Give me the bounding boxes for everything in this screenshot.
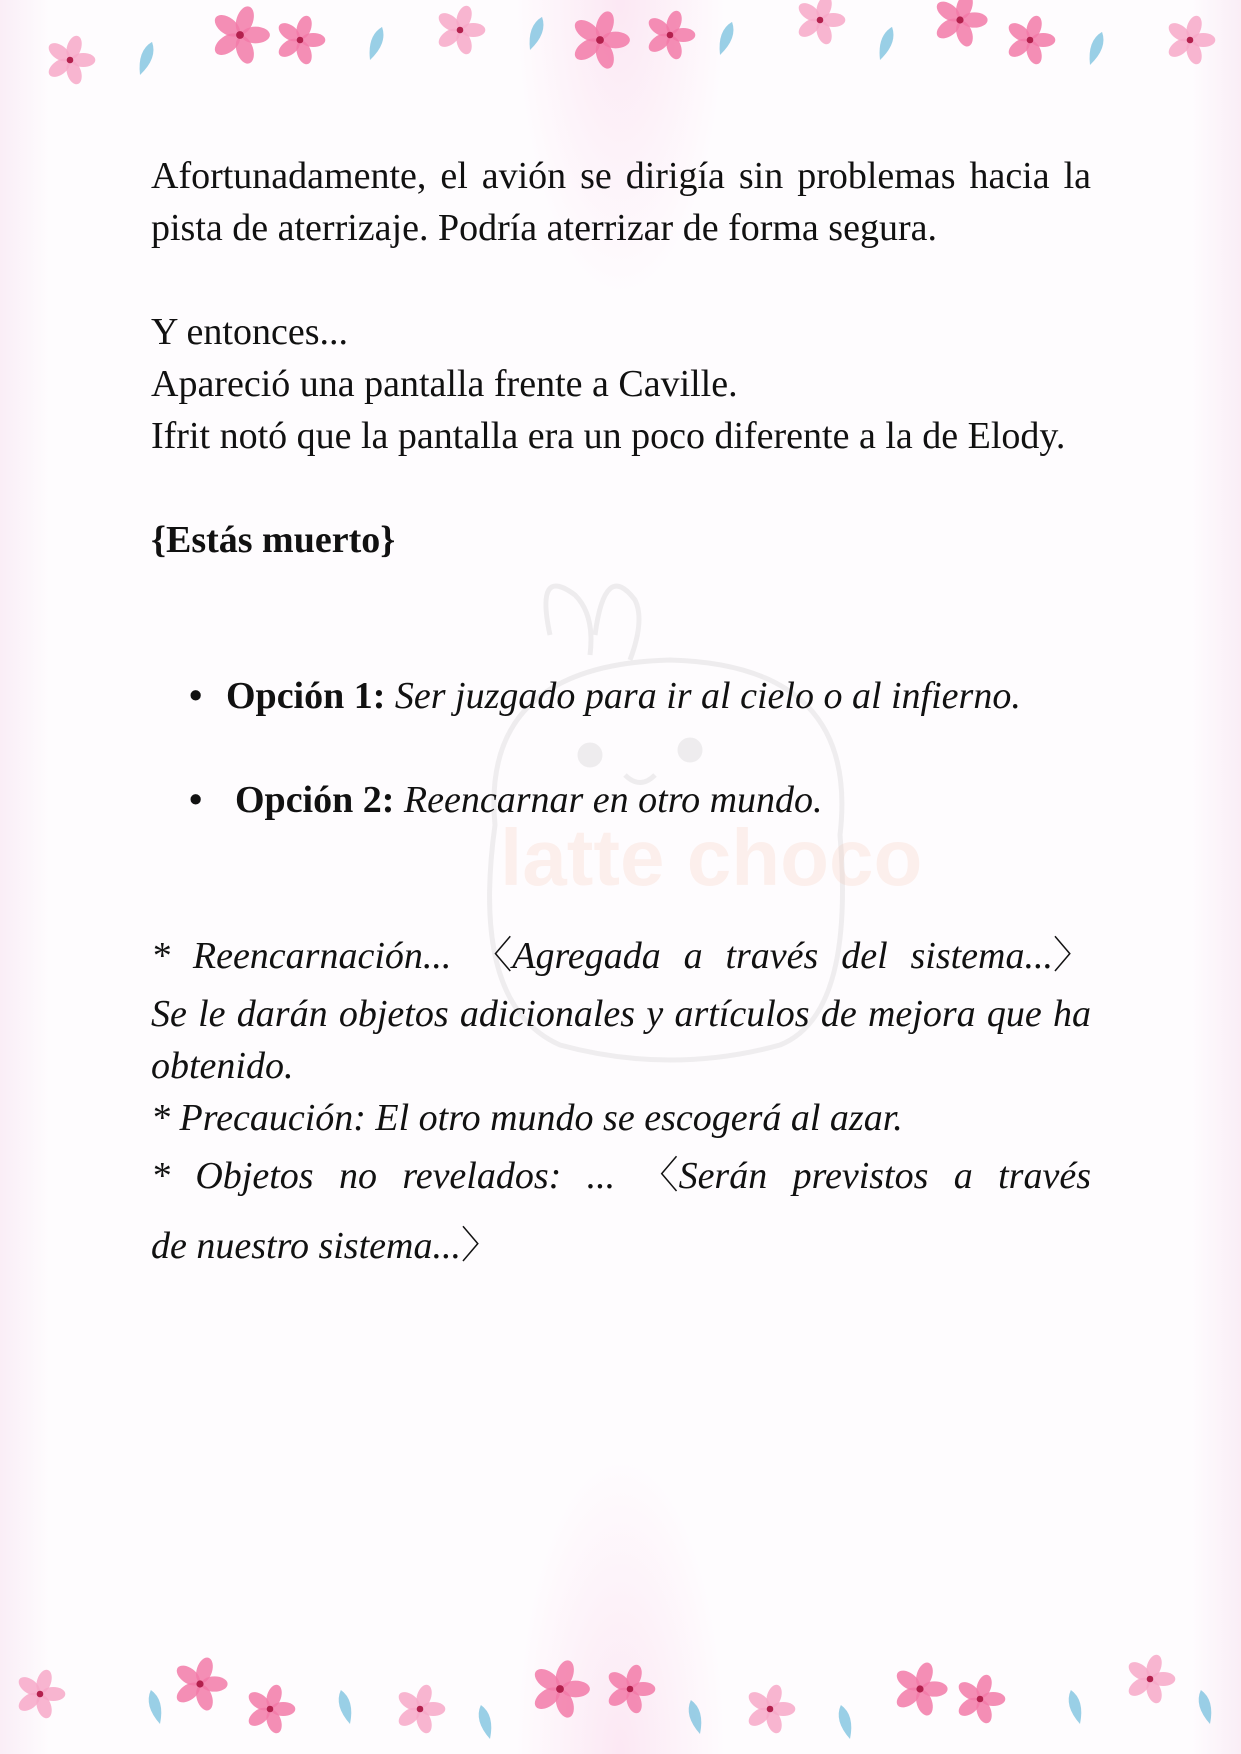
flower-decoration: [1005, 14, 1055, 66]
flower-decoration: [245, 1683, 295, 1735]
leaf-decoration: [836, 1704, 856, 1741]
option-label: Opción 1:: [226, 675, 386, 717]
flower-decoration: [745, 1683, 795, 1735]
system-note-reincarnation: [151, 930, 1091, 982]
leaf-decoration: [476, 1704, 496, 1741]
note-bracket-text: de nuestro sistema...: [151, 1225, 461, 1267]
option-text: Ser juzgado para ir al cielo o al infierno.: [394, 675, 1021, 717]
open-bracket: 〈: [640, 1155, 679, 1197]
system-note-unrevealed: [151, 1150, 1091, 1202]
flower-decoration: [645, 9, 695, 61]
floral-border-bottom: [0, 1634, 1241, 1754]
paragraph-screen-different: Ifrit notó que la pantalla era un poco diferente a la de Elody.: [151, 415, 1066, 457]
system-note-caution: * Precaución: El otro mundo se escogerá al azar.: [151, 1097, 903, 1139]
floral-border-top: [0, 0, 1241, 120]
flower-decoration: [571, 9, 630, 71]
flower-decoration: [15, 1668, 65, 1720]
flower-decoration: [275, 14, 325, 66]
note-prefix: * Objetos no revelados: ...: [151, 1155, 616, 1197]
option-item: [151, 670, 1091, 722]
main-text: [151, 150, 1091, 1272]
leaf-decoration: [146, 1689, 166, 1726]
flower-decoration: [1165, 14, 1215, 66]
flower-decoration: [1125, 1653, 1175, 1705]
leaf-decoration: [1085, 30, 1107, 67]
system-note-detail: Se le darán objetos adicionales y artículos de mejora que ha obtenido.: [151, 993, 1091, 1087]
watermark-text: latte choco: [500, 813, 923, 902]
leaf-decoration: [715, 20, 737, 57]
leaf-decoration: [875, 25, 897, 62]
open-bracket: 〈: [474, 935, 513, 977]
leaf-decoration: [365, 25, 387, 62]
flower-decoration: [893, 1660, 947, 1717]
note-bracket-text: Serán previstos a través: [678, 1155, 1091, 1197]
leaf-decoration: [525, 15, 547, 52]
close-bracket: 〉: [1053, 935, 1092, 977]
leaf-decoration: [1066, 1689, 1086, 1726]
leaf-decoration: [336, 1689, 356, 1726]
flower-decoration: [531, 1658, 590, 1720]
option-item: [151, 774, 1091, 826]
close-bracket: 〉: [460, 1225, 499, 1267]
flower-decoration: [395, 1683, 445, 1735]
option-text: Reencarnar en otro mundo.: [403, 779, 823, 821]
note-prefix: * Reencarnación...: [151, 935, 452, 977]
leaf-decoration: [135, 40, 157, 77]
option-list: [151, 670, 1091, 826]
leaf-decoration: [1196, 1689, 1216, 1726]
flower-decoration: [211, 4, 270, 66]
system-note-unrevealed-cont: [151, 1220, 1091, 1272]
flower-decoration: [795, 0, 845, 46]
paragraph-landing: Afortunadamente, el avión se dirigía sin problemas hacia la pista de aterrizaje. Podría aterrizar de forma segura.: [151, 155, 1091, 249]
flower-decoration: [435, 4, 485, 56]
line-screen-appeared: Apareció una pantalla frente a Caville.: [151, 363, 738, 405]
flower-decoration: [605, 1663, 655, 1715]
bullet: •: [189, 779, 203, 821]
screen-title: {Estás muerto}: [151, 519, 396, 561]
flower-decoration: [45, 34, 95, 86]
leaf-decoration: [686, 1699, 706, 1736]
bullet: •: [189, 675, 203, 717]
flower-decoration: [933, 0, 987, 49]
line-and-then: Y entonces...: [151, 311, 348, 353]
flower-decoration: [955, 1673, 1005, 1725]
option-label: Opción 2:: [235, 779, 395, 821]
note-bracket-text: Agregada a través del sistema...: [512, 935, 1053, 977]
flower-decoration: [173, 1655, 227, 1712]
